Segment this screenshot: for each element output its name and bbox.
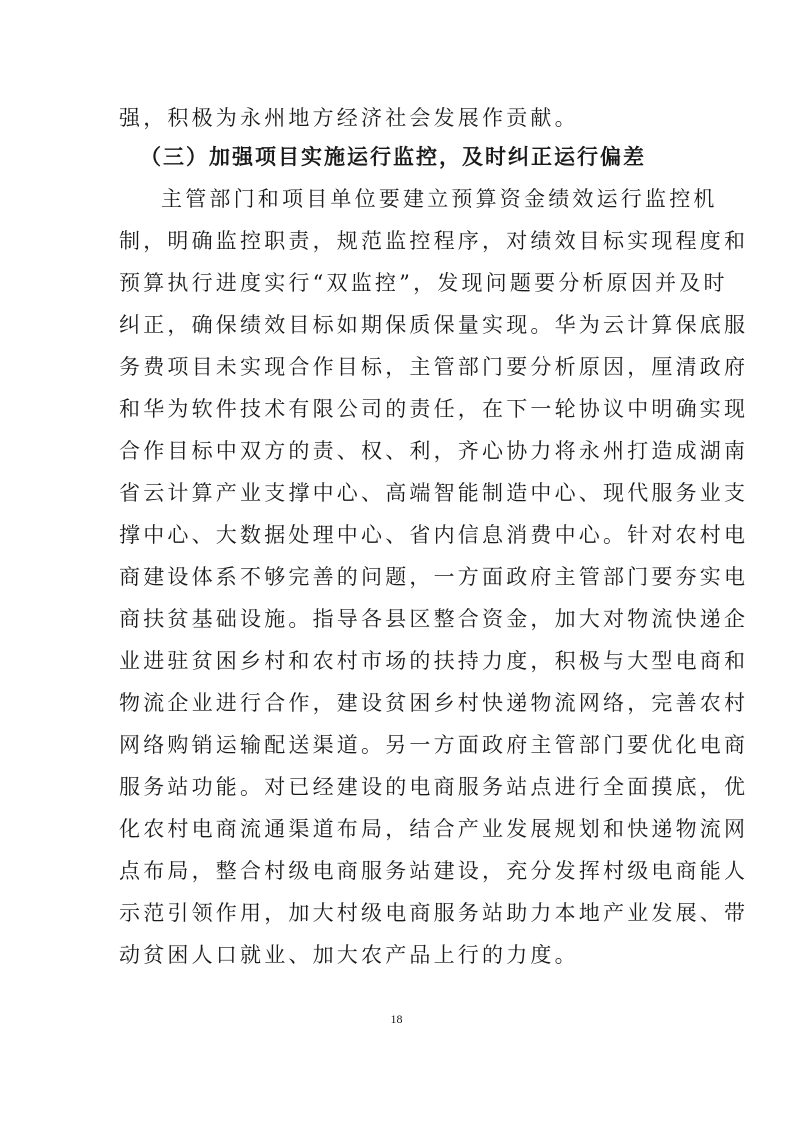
- paragraph-line: 主管部门和项目单位要建立预算资金绩效运行监控机: [161, 187, 718, 211]
- paragraph-line: 合作目标中双方的责、权、利，齐心协力将永州打造成湖南: [119, 439, 749, 463]
- paragraph-line: 商扶贫基础设施。指导各县区整合资金，加大对物流快递企: [119, 607, 749, 631]
- paragraph-line: 动贫困人口就业、加大农产品上行的力度。: [119, 943, 579, 967]
- paragraph-line: 服务站功能。对已经建设的电商服务站点进行全面摸底，优: [119, 775, 749, 799]
- paragraph-line: 商建设体系不够完善的问题，一方面政府主管部门要夯实电: [119, 565, 749, 589]
- paragraph-line: 业进驻贫困乡村和农村市场的扶持力度，积极与大型电商和: [119, 649, 749, 673]
- paragraph-line: 撑中心、大数据处理中心、省内信息消费中心。针对农村电: [119, 523, 749, 547]
- opening-line: 强，积极为永州地方经济社会发展作贡献。: [119, 106, 579, 130]
- paragraph-line: 纠正，确保绩效目标如期保质保量实现。华为云计算保底服: [119, 313, 749, 337]
- paragraph-line: 物流企业进行合作，建设贫困乡村快递物流网络，完善农村: [119, 691, 749, 715]
- page-number: 18: [390, 1012, 403, 1026]
- paragraph-line: 预算执行进度实行“双监控”，发现问题要分析原因并及时: [119, 271, 728, 295]
- paragraph-line: 务费项目未实现合作目标，主管部门要分析原因，厘清政府: [119, 355, 749, 379]
- paragraph-line: 网络购销运输配送渠道。另一方面政府主管部门要优化电商: [119, 733, 749, 757]
- section-heading: （三）加强项目实施运行监控，及时纠正运行偏差: [140, 144, 646, 169]
- paragraph-line: 制，明确监控职责，规范监控程序，对绩效目标实现程度和: [119, 229, 749, 253]
- paragraph-line: 点布局，整合村级电商服务站建设，充分发挥村级电商能人: [119, 859, 749, 883]
- paragraph-line: 示范引领作用，加大村级电商服务站助力本地产业发展、带: [119, 901, 749, 925]
- paragraph-line: 省云计算产业支撑中心、高端智能制造中心、现代服务业支: [119, 481, 749, 505]
- paragraph-line: 化农村电商流通渠道布局，结合产业发展规划和快递物流网: [119, 817, 749, 841]
- paragraph-line: 和华为软件技术有限公司的责任，在下一轮协议中明确实现: [119, 397, 749, 421]
